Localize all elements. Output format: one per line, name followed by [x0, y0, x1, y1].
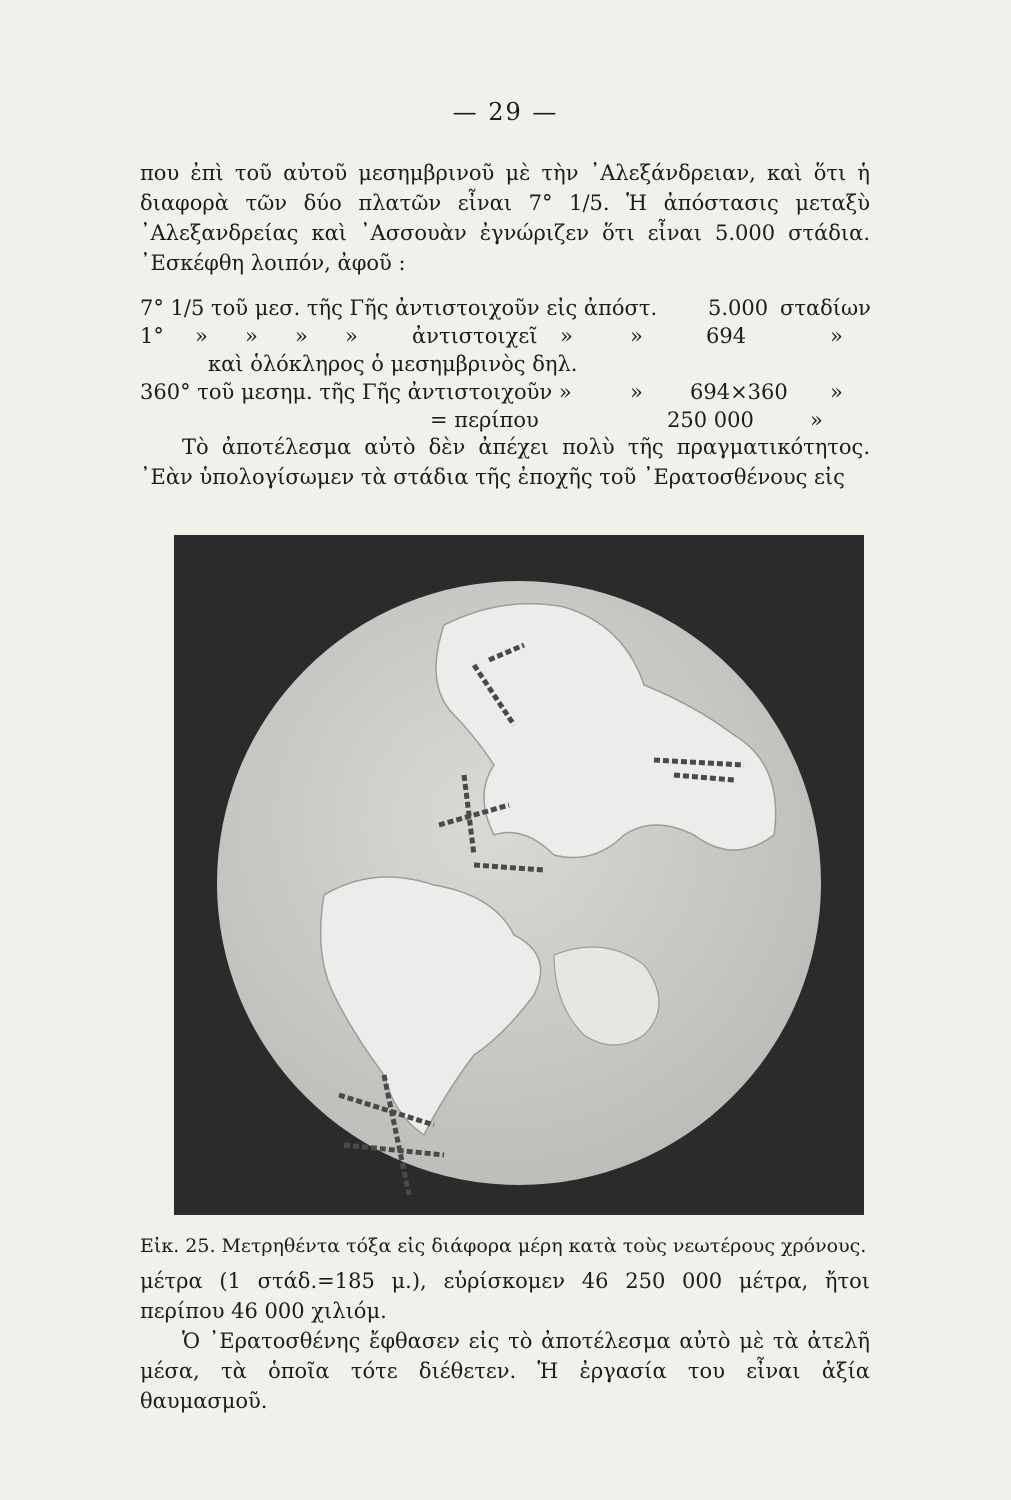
globe-figure: [174, 535, 864, 1215]
ditto-mark: »: [195, 324, 208, 348]
row-text: 360° τοῦ μεσημ. τῆς Γῆς ἀντιστοιχοῦν »: [140, 380, 572, 404]
row-unit: »: [830, 380, 843, 404]
row-verb: ἀντιστοιχεῖ: [412, 324, 538, 348]
row-value: 694: [706, 324, 747, 348]
ditto-mark: »: [560, 324, 573, 348]
ditto-mark: »: [630, 380, 643, 404]
table-row: [140, 322, 870, 350]
paragraph-bottom-line: [140, 1326, 870, 1416]
paragraph-bottom-line: μέτρα (1 στάδ.=185 μ.), εὑρίσκομεν 46 250 000 μέτρα, ἤτοι περίπου 46 000 χιλιόμ.: [140, 1269, 870, 1323]
row-unit: »: [830, 324, 843, 348]
row-text: = περίπου: [430, 408, 539, 432]
row-value: 694×360: [690, 380, 788, 404]
ditto-mark: »: [345, 324, 358, 348]
paragraph-bottom-text: Ὁ ᾿Ερατοσθένης ἔφθασεν εἰς τὸ ἀποτέλεσμα αὐτὸ μὲ τὰ ἀτελῆ μέσα, τὰ ὁποῖα τότε διέθετεν. Ἡ ἐργασία του εἶναι ἀξία θαυμασμοῦ.: [140, 1329, 870, 1413]
globe-illustration: [174, 535, 864, 1215]
row-text: 1°: [140, 324, 164, 348]
paragraph-middle-text: Τὸ ἀποτέλεσμα αὐτὸ δὲν ἀπέχει πολὺ τῆς πραγματικότητος. ᾿Εὰν ὑπολογίσωμεν τὰ στάδια τῆς ἐποχῆς τοῦ ᾿Ερατοσθένους εἰς: [140, 435, 870, 489]
row-value: 5.000: [708, 296, 769, 320]
paragraph-bottom: [140, 1266, 870, 1416]
row-unit: »: [810, 408, 823, 432]
row-text: καὶ ὁλόκληρος ὁ μεσημβρινὸς δηλ.: [208, 352, 578, 376]
table-row: [140, 350, 870, 378]
row-unit: σταδίων: [780, 296, 871, 320]
paragraph-middle: [140, 432, 870, 492]
figure-caption: Εἰκ. 25. Μετρηθέντα τόξα εἰς διάφορα μέρη κατὰ τοὺς νεωτέρους χρόνους.: [140, 1235, 867, 1257]
ditto-mark: »: [295, 324, 308, 348]
paragraph-top: που ἐπὶ τοῦ αὐτοῦ μεσημβρινοῦ μὲ τὴν ᾿Αλεξάνδρειαν, καὶ ὅτι ἡ διαφορὰ τῶν δύο πλατῶν εἶναι 7° 1/5. Ἡ ἀπόστασις μεταξὺ ᾿Αλεξανδρείας καὶ ᾿Ασσουὰν ἐγνώριζεν ὅτι εἶναι 5.000 στάδια. ᾿Εσκέφθη λοιπόν, ἀφοῦ :: [140, 161, 870, 275]
calculation-table: [140, 294, 870, 434]
table-row: [140, 406, 870, 434]
table-row: [140, 378, 870, 406]
page-number: — 29 —: [452, 98, 559, 126]
ditto-mark: »: [245, 324, 258, 348]
ditto-mark: »: [630, 324, 643, 348]
row-value: 250 000: [667, 408, 754, 432]
table-row: [140, 294, 870, 322]
row-text: 7° 1/5 τοῦ μεσ. τῆς Γῆς ἀντιστοιχοῦν εἰς ἀπόστ.: [140, 296, 658, 320]
